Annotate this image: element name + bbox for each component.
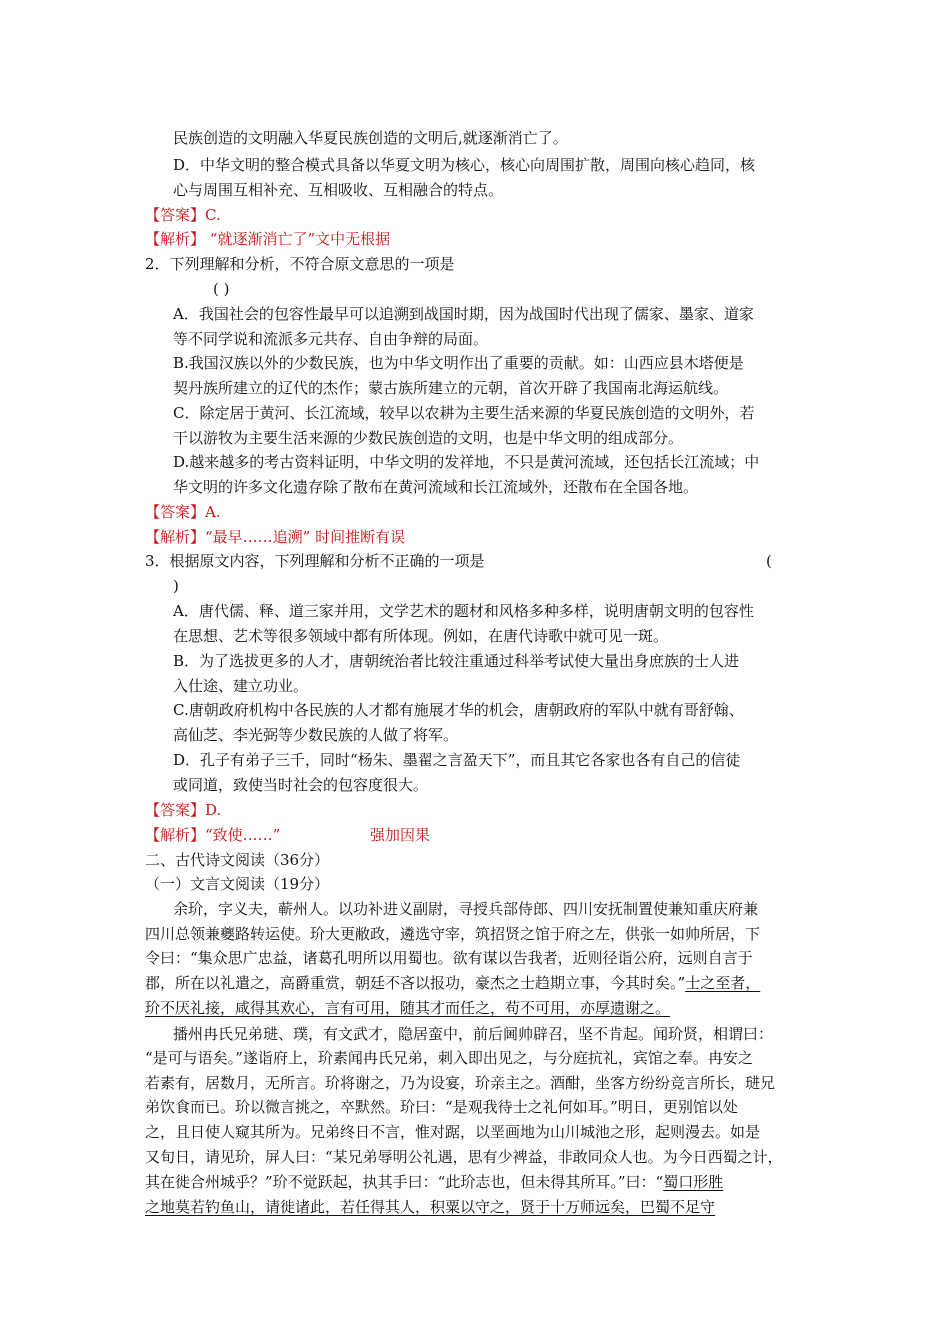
passage-p1-line1: 余玠，字义夫，蕲州人。以功补进义副尉，寻授兵部侍郎、四川安抚制置使兼知重庆府兼 [173,900,759,918]
q3-option-a-line2: 在思想、艺术等很多领域中都有所体现。例如，在唐代诗歌中就可见一斑。 [173,627,669,645]
answer-value: D. [205,801,222,819]
option-d-line1: D．中华文明的整合模式具备以华夏文明为核心，核心向周围扩散，周围向核心趋同，核 [173,156,756,174]
passage-p1-line4 [145,973,760,993]
q2-option-b-line2: 契丹族所建立的辽代的杰作；蒙古族所建立的元朝，首次开辟了我国南北海运航线。 [173,379,729,397]
passage-p1-line2: 四川总领兼夔路转运使。玠大更敝政，遴选守宰，筑招贤之馆于府之左，供张一如帅所居，下 [145,925,761,943]
passage-p2-line1: 播州冉氏兄弟琎、璞，有文武才，隐居蛮中，前后阃帅辟召，坚不肯起。闻玠贤，相谓曰： [173,1025,774,1043]
q2-option-a-line2: 等不同学说和流派多元共存、自由争辩的局面。 [173,330,489,348]
q3-option-b-line1: B．为了选拔更多的人才，唐朝统治者比较注重通过科举考试使大量出身庶族的士人进 [173,652,740,670]
q2-option-b-line1: B.我国汉族以外的少数民族，也为中华文明作出了重要的贡献。如：山西应县木塔便是 [173,354,744,372]
analysis-tag: 【解析】 [145,528,206,546]
q2-option-d-line1: D.越来越多的考古资料证明，中华文明的发祥地，不只是黄河流域，还包括长江流域；中 [173,453,760,471]
analysis-text: “就逐渐消亡了”文中无根据 [209,230,391,248]
option-c-continuation: 民族创造的文明融入华夏民族创造的文明后,就逐渐消亡了。 [173,129,568,147]
analysis-text: “最早……追溯” 时间推断有误 [205,528,406,546]
answer-tag: 【答案】 [145,503,206,521]
q2-option-c-line2: 干以游牧为主要生活来源的少数民族创造的文明，也是中华文明的组成部分。 [173,429,684,447]
q3-option-c-line1: C.唐朝政府机构中各民族的人才都有施展才华的机会，唐朝政府的军队中就有哥舒翰、 [173,701,744,719]
analysis-text: “致使……” [205,826,281,844]
q3-paren-close: ) [173,577,179,595]
q1-answer [145,205,221,225]
q2-option-a-line1: A．我国社会的包容性最早可以追溯到战国时期，因为战国时代出现了儒家、墨家、道家 [173,305,754,323]
answer-value: C. [205,206,221,224]
answer-tag: 【答案】 [145,801,206,819]
q2-stem: 2．下列理解和分析，不符合原文意思的一项是 [145,255,455,273]
passage-p2-line2: “是可与语矣。”遂诣府上，玠素闻冉氏兄弟，刺入即出见之，与分庭抗礼，宾馆之奉。冉安之 [145,1049,753,1067]
q3-option-c-line2: 高仙芝、李光弼等少数民族的人做了将军。 [173,726,459,744]
underlined-sentence: 士之至者， [685,974,761,992]
q2-answer-paren: ( ) [213,280,230,298]
q3-analysis [145,825,280,845]
analysis-tag: 【解析】 [145,826,206,844]
passage-p1-line5-underlined: 玠不厌礼接，咸得其欢心，言有可用，随其才而任之，苟不可用，亦厚遗谢之。 [145,999,671,1017]
underlined-sentence: 蜀口形胜 [663,1173,724,1191]
subsection-title: （一）文言文阅读（19分） [145,875,330,893]
q3-option-d-line1: D．孔子有弟子三千，同时“杨朱、墨翟之言盈天下”，而且其它各家也各有自己的信徒 [173,751,741,769]
q2-option-c-line1: C．除定居于黄河、长江流域，较早以农耕为主要生活来源的华夏民族创造的文明外，若 [173,404,755,422]
option-d-line2: 心与周围互相补充、互相吸收、互相融合的特点。 [173,181,504,199]
q2-analysis [145,527,405,547]
q3-option-a-line1: A．唐代儒、释、道三家并用，文学艺术的题材和风格多种多样，说明唐朝文明的包容性 [173,602,754,620]
passage-p1-line3: 令曰：“集众思广忠益，诸葛孔明所以用蜀也。欲有谋以告我者，近则径诣公府，远则自言于 [145,949,753,967]
analysis-tag: 【解析】 [145,230,206,248]
answer-tag: 【答案】 [145,206,206,224]
passage-p2-line5: 之，且日使人窥其所为。兄弟终日不言，惟对踞，以垩画地为山川城池之形，起则漫去。如是 [145,1123,761,1141]
q1-analysis [145,229,390,249]
passage-text: 郡，所在以礼遣之，高爵重赏，朝廷不吝以报功，豪杰之士趋期立事，今其时矣。” [145,974,686,992]
q3-answer [145,800,221,820]
q2-option-d-line2: 华文明的许多文化遗存除了散布在黄河流域和长江流域外，还散布在全国各地。 [173,478,699,496]
q3-analysis-reason: 强加因果 [370,826,431,844]
passage-p2-line7 [145,1172,723,1192]
passage-p2-line4: 弟饮食而已。玠以微言挑之，卒默然。玠曰：“是观我待士之礼何如耳。”明日，更别馆以处 [145,1098,738,1116]
q3-stem: 3．根据原文内容，下列理解和分析不正确的一项是 [145,552,485,570]
section-title: 二、古代诗文阅读（36分） [145,851,330,869]
q3-option-d-line2: 或同道，致使当时社会的包容度很大。 [173,776,429,794]
q2-answer [145,502,221,522]
answer-value: A. [205,503,221,521]
passage-text: 其在徙合州城乎？”玠不觉跃起，执其手曰：“此玠志也，但未得其所耳。”曰：“ [145,1173,664,1191]
passage-p2-line8-underlined: 之地莫若钓鱼山，请徙诸此，若任得其人，积粟以守之，贤于十万师远矣，巴蜀不足守 [145,1198,716,1216]
passage-p2-line6: 又旬日，请见玠，屏人曰：“某兄弟辱明公礼遇，思有少裨益，非敢同众人也。为今日西蜀之计， [145,1148,783,1166]
q3-option-b-line2: 入仕途、建立功业。 [173,677,309,695]
passage-p2-line3: 若素有，居数月，无所言。玠将谢之，乃为设宴，玠亲主之。酒酣，坐客方纷纷竞言所长，琎兄 [145,1074,776,1092]
q3-paren-open: ( [766,552,772,570]
